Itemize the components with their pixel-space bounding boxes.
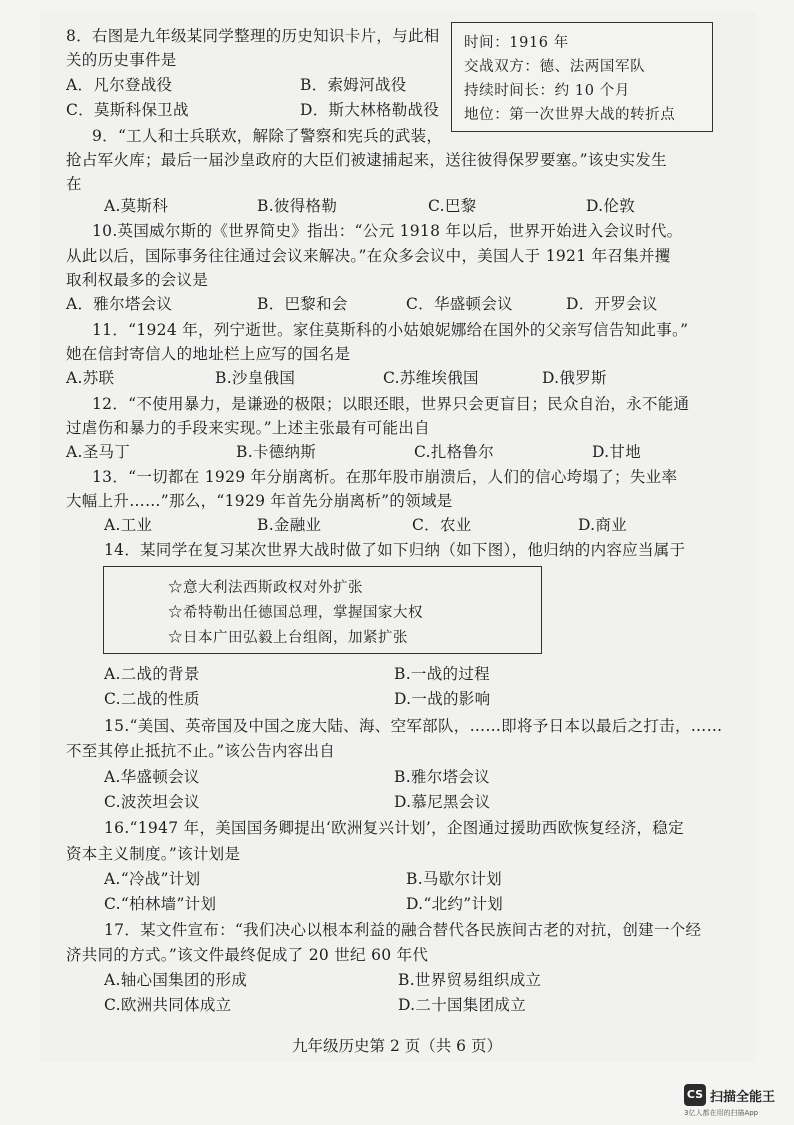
q13-option-c: C．农业 bbox=[412, 516, 472, 534]
q15-option-a: A.华盛顿会议 bbox=[104, 768, 200, 786]
q14-option-b: B.一战的过程 bbox=[394, 665, 490, 683]
q13-option-b: B.金融业 bbox=[257, 516, 322, 534]
q16-option-b: B.马歇尔计划 bbox=[406, 870, 502, 888]
q17-option-a: A.轴心国集团的形成 bbox=[104, 971, 248, 989]
q14-summary-box bbox=[103, 566, 542, 654]
q16-option-d: D.“北约”计划 bbox=[406, 895, 504, 913]
scanner-app-name: 扫描全能王 bbox=[710, 1090, 776, 1105]
q9-option-c: C.巴黎 bbox=[428, 197, 477, 215]
q11-stem-line1: 11．“1924 年，列宁逝世。家住莫斯科的小姑娘妮娜给在国外的父亲写信告知此事。” bbox=[92, 321, 689, 339]
q15-stem-line2: 不至其停止抵抗不止。”该公告内容出自 bbox=[66, 742, 336, 760]
q8-option-a: A．凡尔登战役 bbox=[66, 76, 173, 94]
q15-option-c: C.波茨坦会议 bbox=[104, 793, 200, 811]
q10-stem-line1: 10.英国威尔斯的《世界简史》指出：“公元 1918 年以后，世界开始进入会议时代。 bbox=[92, 222, 683, 240]
q9-option-b: B.彼得格勒 bbox=[257, 197, 338, 215]
q9-stem-line2: 抢占军火库；最后一届沙皇政府的大臣们被逮捕起来，送往彼得保罗要塞。”该史实发生 bbox=[66, 151, 667, 169]
q12-option-d: D.甘地 bbox=[592, 443, 642, 461]
card-line-time: 时间：1916 年 bbox=[464, 35, 569, 51]
cs-logo-icon: CS bbox=[684, 1084, 706, 1106]
q14-stem-line1: 14．某同学在复习某次世界大战时做了如下归纳（如下图），他归纳的内容应当属于 bbox=[104, 541, 686, 559]
q10-stem-line3: 取利权最多的会议是 bbox=[66, 271, 209, 289]
q14-option-a: A.二战的背景 bbox=[104, 665, 200, 683]
q13-option-a: A.工业 bbox=[104, 516, 153, 534]
q9-stem-line3: 在 bbox=[66, 175, 82, 193]
card-line-duration: 持续时间长：约 10 个月 bbox=[464, 83, 630, 99]
q10-stem-line2: 从此以后，国际事务往往通过会议来解决。”在众多会议中，美国人于 1921 年召集并攫 bbox=[66, 247, 671, 265]
q11-option-d: D.俄罗斯 bbox=[542, 369, 607, 387]
page-footer: 九年级历史第 2 页（共 6 页） bbox=[292, 1037, 502, 1055]
q16-option-a: A.“冷战”计划 bbox=[104, 870, 201, 888]
q9-stem-line1: 9．“工人和士兵联欢，解除了警察和宪兵的武装， bbox=[92, 127, 443, 145]
q14-option-c: C.二战的性质 bbox=[104, 690, 200, 708]
q8-stem-line1: 8．右图是九年级某同学整理的历史知识卡片，与此相 bbox=[66, 27, 440, 45]
q14-box-line3: ☆日本广田弘毅上台组阁，加紧扩张 bbox=[168, 630, 408, 646]
card-line-status: 地位：第一次世界大战的转折点 bbox=[464, 107, 676, 123]
q16-stem-line1: 16.“1947 年，美国国务卿提出‘欧洲复兴计划’，企图通过援助西欧恢复经济，稳定 bbox=[104, 819, 684, 837]
q17-stem-line1: 17．某文件宣布：“我们决心以根本利益的融合替代各民族间古老的对抗，创建一个经 bbox=[104, 921, 702, 939]
q11-option-c: C.苏维埃俄国 bbox=[383, 369, 479, 387]
q17-stem-line2: 济共同的方式。”该文件最终促成了 20 世纪 60 年代 bbox=[66, 946, 429, 964]
q17-option-d: D.二十国集团成立 bbox=[398, 996, 527, 1014]
history-knowledge-card bbox=[451, 22, 713, 132]
q14-option-d: D.一战的影响 bbox=[394, 690, 491, 708]
q15-stem-line1: 15.“美国、英帝国及中国之庞大陆、海、空军部队，……即将予日本以最后之打击，…… bbox=[104, 717, 723, 735]
q17-option-c: C.欧洲共同体成立 bbox=[104, 996, 232, 1014]
q17-option-b: B.世界贸易组织成立 bbox=[398, 971, 542, 989]
q9-option-d: D.伦敦 bbox=[586, 197, 636, 215]
q15-option-d: D.慕尼黑会议 bbox=[394, 793, 491, 811]
q12-option-a: A.圣马丁 bbox=[66, 443, 131, 461]
q8-option-d: D．斯大林格勒战役 bbox=[300, 101, 440, 119]
card-line-parties: 交战双方：德、法两国军队 bbox=[464, 59, 646, 75]
q9-option-a: A.莫斯科 bbox=[104, 197, 169, 215]
scanner-app-tagline: 3亿人都在用的扫描App bbox=[684, 1109, 759, 1117]
q12-option-c: C.扎格鲁尔 bbox=[414, 443, 495, 461]
q13-option-d: D.商业 bbox=[578, 516, 628, 534]
q15-option-b: B.雅尔塔会议 bbox=[394, 768, 490, 786]
q11-option-b: B.沙皇俄国 bbox=[215, 369, 296, 387]
q8-option-b: B．索姆河战役 bbox=[300, 76, 407, 94]
q12-stem-line1: 12．“不使用暴力，是谦逊的极限；以眼还眼，世界只会更盲目；民众自治，永不能通 bbox=[92, 395, 690, 413]
q10-option-d: D．开罗会议 bbox=[566, 295, 658, 313]
q13-stem-line1: 13．“一切都在 1929 年分崩离析。在那年股市崩溃后，人们的信心垮塌了；失业率 bbox=[92, 468, 678, 486]
q12-option-b: B.卡德纳斯 bbox=[236, 443, 317, 461]
q12-stem-line2: 过虐伤和暴力的手段来实现。”上述主张最有可能出自 bbox=[66, 419, 430, 437]
q11-option-a: A.苏联 bbox=[66, 369, 115, 387]
q8-stem-line2: 关的历史事件是 bbox=[66, 51, 177, 69]
q10-option-c: C．华盛顿会议 bbox=[406, 295, 513, 313]
q10-option-a: A．雅尔塔会议 bbox=[66, 295, 173, 313]
q11-stem-line2: 她在信封寄信人的地址栏上应写的国名是 bbox=[66, 345, 351, 363]
q16-stem-line2: 资本主义制度。”该计划是 bbox=[66, 845, 241, 863]
q14-box-line2: ☆希特勒出任德国总理，掌握国家大权 bbox=[168, 605, 423, 621]
q14-box-line1: ☆意大利法西斯政权对外扩张 bbox=[168, 580, 363, 596]
q16-option-c: C.“柏林墙”计划 bbox=[104, 895, 217, 913]
q13-stem-line2: 大幅上升……”那么，“1929 年首先分崩离析”的领域是 bbox=[66, 492, 453, 510]
q10-option-b: B．巴黎和会 bbox=[257, 295, 348, 313]
q8-option-c: C．莫斯科保卫战 bbox=[66, 101, 189, 119]
